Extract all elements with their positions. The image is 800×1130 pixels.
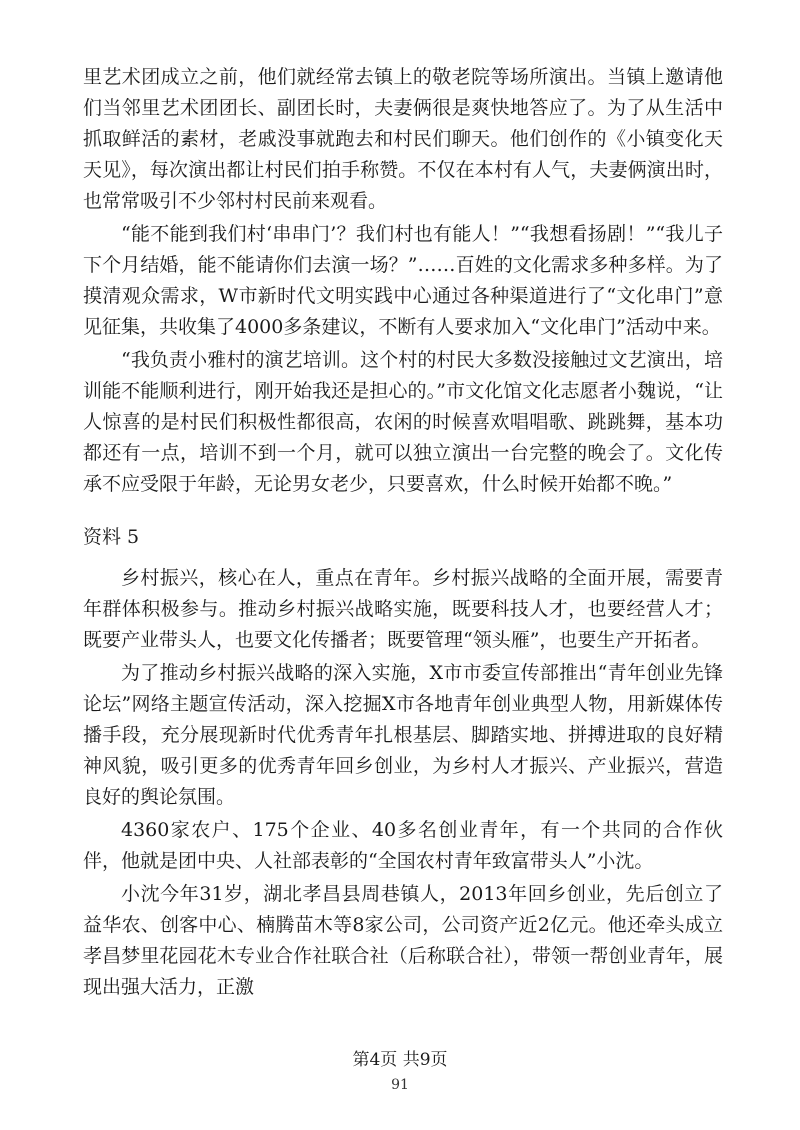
page-number: 91	[391, 1077, 409, 1093]
paragraph-training: “我负责小雅村的演艺培训。这个村的村民大多数没接触过文艺演出，培训能不能顺利进行，刚开始我还是担心的。”市文化馆文化志愿者小魏说，“让人惊喜的是村民们积极性都很高，农闲的时候喜欢唱唱歌、跳跳舞，基本功都还有一点，培训不到一个月，就可以独立演出一台完整的晚会了。文化传承不应受限于年龄，无论男女老少，只要喜欢，什么时候开始都不晚。”	[83, 349, 723, 495]
paragraph-rural-revitalization: 乡村振兴，核心在人，重点在青年。乡村振兴战略的全面开展，需要青年群体积极参与。推动乡村振兴战略实施，既要科技人才，也要经营人才；既要产业带头人，也要文化传播者；既要管理“领头雁”，也要生产开拓者。	[83, 567, 723, 651]
paragraph-xiaoshen: 小沈今年31岁，湖北孝昌县周巷镇人，2013年回乡创业，先后创立了益华农、创客中心、楠腾苗木等8家公司，公司资产近2亿元。他还牵头成立孝昌梦里花园花木专业合作社联合社（后称联合社），带领一帮创业青年，展现出强大活力，正激	[83, 883, 723, 998]
paragraph-forum: 为了推动乡村振兴战略的深入实施，X市市委宣传部推出“青年创业先锋论坛”网络主题宣传活动，深入挖掘X市各地青年创业典型人物，用新媒体传播手段，充分展现新时代优秀青年扎根基层、脚踏实地、拼搏进取的良好精神风貌，吸引更多的优秀青年回乡创业，为乡村人才振兴、产业振兴，营造良好的舆论氛围。	[83, 662, 723, 808]
section-heading: 资料 5	[83, 526, 140, 548]
paragraph-partner: 4360家农户、175个企业、40多名创业青年，有一个共同的合作伙伴，他就是团中央、人社部表彰的“全国农村青年致富带头人”小沈。	[83, 819, 723, 872]
paragraph-demand: “能不能到我们村‘串串门’？我们村也有能人！”“我想看扬剧！”“我儿子下个月结婚，能不能请你们去演一场？”……百姓的文化需求多种多样。为了摸清观众需求，W市新时代文明实践中心通过各种渠道进行了“文化串门”意见征集，共收集了4000多条建议，不断有人要求加入“文化串门”活动中来。	[83, 223, 723, 338]
page-indicator: 第4页 共9页	[352, 1050, 448, 1070]
document-body	[83, 62, 723, 1005]
paragraph-continuation: 里艺术团成立之前，他们就经常去镇上的敬老院等场所演出。当镇上邀请他们当邻里艺术团团长、副团长时，夫妻俩很是爽快地答应了。为了从生活中抓取鲜活的素材，老戚没事就跑去和村民们聊天。他们创作的《小镇变化天天见》，每次演出都让村民们拍手称赞。不仅在本村有人气，夫妻俩演出时，也常常吸引不少邻村村民前来观看。	[83, 66, 723, 212]
